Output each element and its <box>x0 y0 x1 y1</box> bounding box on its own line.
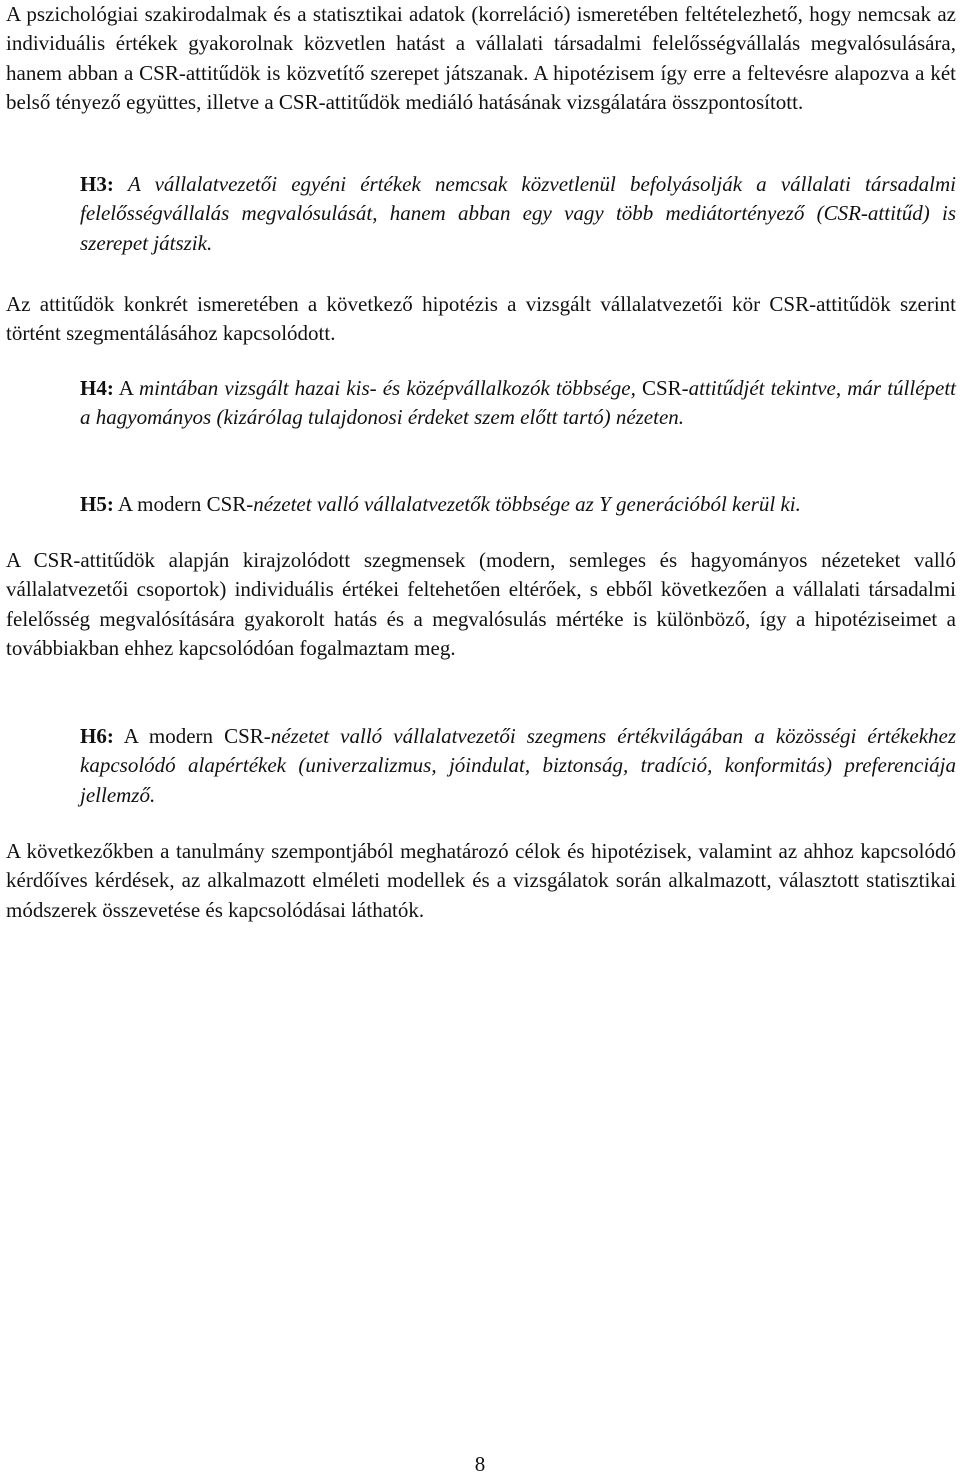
hypothesis-h5 <box>80 490 956 519</box>
hypothesis-h6 <box>80 722 956 810</box>
hypothesis-text: mintában vizsgált hazai kis- és középvállalkozók többsége, <box>138 376 636 400</box>
hypothesis-label: H6: <box>80 724 114 748</box>
hypothesis-text: nézetet valló vállalatvezetők többsége az Y generációból kerül ki. <box>253 492 801 516</box>
hypothesis-lead: A <box>118 376 133 400</box>
hypothesis-text-continued: attitűdjét tekintve, már túllépett a hagyományos (kizárólag tulajdonosi érdeket szem előtt tartó) nézeten. <box>80 376 957 430</box>
hypothesis-csr: CSR- <box>641 376 689 400</box>
hypothesis-lead: A modern CSR- <box>117 492 254 516</box>
hypothesis-lead: A modern CSR- <box>123 724 271 748</box>
hypothesis-h3 <box>80 170 956 258</box>
page-number: 8 <box>474 1452 486 1476</box>
hypothesis-text: nézetet valló vállalatvezetői szegmens értékvilágában a közösségi értékekhez kapcsolódó alapértékek (univerzalizmus, jóindulat, biztonság, tradíció, konformitás) preferenciája jellemző. <box>80 724 957 807</box>
paragraph-segments: A CSR-attitűdök alapján kirajzolódott szegmensek (modern, semleges és hagyományos nézeteket valló vállalatvezetői csoportok) individuális értékei feltehetően eltérőek, s ebből következően a vállalati társadalmi felelősség megvalósítására gyakorolt hatás és a megvalósulás mértéke is különböző, így a hipotéziseimet a továbbiakban ehhez kapcsolódóan fogalmaztam meg. <box>6 548 956 660</box>
hypothesis-h4 <box>80 374 956 433</box>
paragraph-intro: A pszichológiai szakirodalmak és a statisztikai adatok (korreláció) ismeretében feltételezhető, hogy nemcsak az individuális értékek gyakorolnak közvetlen hatást a vállalati társadalmi felelősségvállalás megvalósulására, hanem abban a CSR-attitűdök is közvetítő szerepet játszanak. A hipotézisem így erre a feltevésre alapozva a két belső tényező együttes, illetve a CSR-attitűdök mediáló hatásának vizsgálatára összpontosított. <box>6 2 956 114</box>
hypothesis-label: H3: <box>80 172 114 196</box>
paragraph-closing: A következőkben a tanulmány szempontjából meghatározó célok és hipotézisek, valamint az ahhoz kapcsolódó kérdőíves kérdések, az alkalmazott elméleti modellek és a vizsgálatok során alkalmazott, választott statisztikai módszerek összevetése és kapcsolódásai láthatók. <box>6 839 956 922</box>
hypothesis-text: A vállalatvezetői egyéni értékek nemcsak közvetlenül befolyásolják a vállalati társadalmi felelősségvállalás megvalósulását, hanem abban egy vagy több mediátortényező (CSR-attitűd) is szerepet játszik. <box>80 172 957 255</box>
paragraph-attitudes: Az attitűdök konkrét ismeretében a következő hipotézis a vizsgált vállalatvezetői kör CSR-attitűdök szerint történt szegmentálásához kapcsolódott. <box>6 292 956 346</box>
hypothesis-label: H4: <box>80 376 114 400</box>
hypothesis-label: H5: <box>80 492 114 516</box>
